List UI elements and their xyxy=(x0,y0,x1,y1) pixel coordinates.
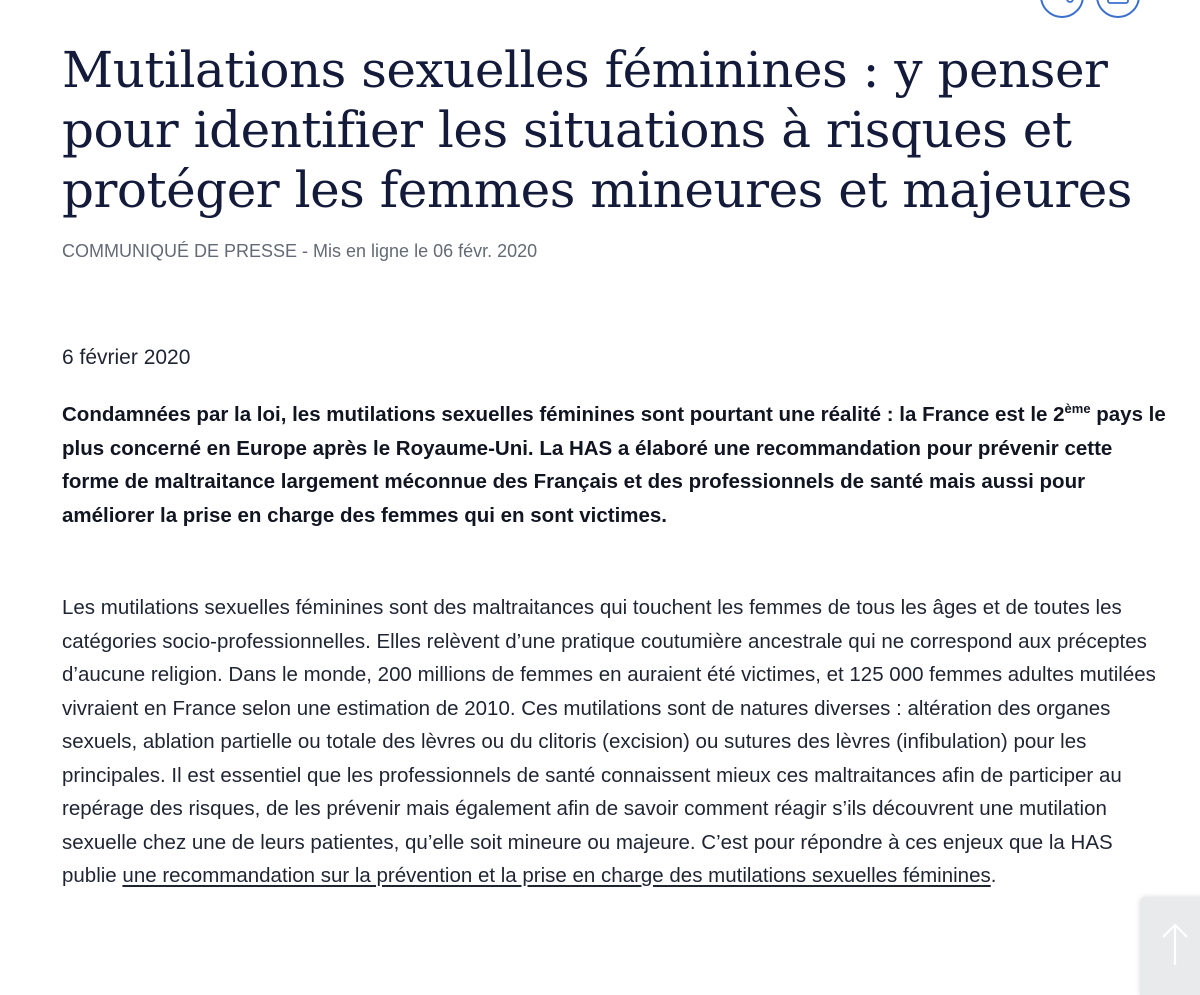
arrow-up-icon xyxy=(1160,921,1190,972)
article-lead xyxy=(62,398,1170,532)
article-body xyxy=(62,591,1170,893)
lead-text-start: Condamnées par la loi, les mutilations sexuelles féminines sont pourtant une réalité : la France est le 2 xyxy=(62,403,1065,426)
article-date: 6 février 2020 xyxy=(62,346,191,369)
recommendation-link[interactable]: une recommandation sur la prévention et la prise en charge des mutilations sexuelles féminines xyxy=(122,864,991,887)
share-icon xyxy=(1050,0,1074,16)
header-actions xyxy=(1040,0,1140,18)
article-meta: COMMUNIQUÉ DE PRESSE - Mis en ligne le 06 févr. 2020 xyxy=(62,241,538,261)
lead-text-end: pays le plus concerné en Europe après le Royaume-Uni. La HAS a élaboré une recommandation pour prévenir cette forme de maltraitance largement méconnue des Français et des professionnels de santé mais aussi pour améliorer la prise en charge des femmes qui en sont victimes. xyxy=(62,403,1166,527)
lead-superscript: ème xyxy=(1064,401,1091,417)
scroll-to-top-button[interactable] xyxy=(1140,897,1200,995)
page-title: Mutilations sexuelles féminines : y penser pour identifier les situations à risques et protéger les femmes mineures et majeures xyxy=(62,41,1132,219)
body-paragraph-text: Les mutilations sexuelles féminines sont des maltraitances qui touchent les femmes de tous les âges et de toutes les catégories socio-professionnelles. Elles relèvent d’une pratique coutumière ancestrale qui ne correspond aux préceptes d’aucune religion. Dans le monde, 200 millions de femmes en auraient été victimes, et 125 000 femmes adultes mutilées vivraient en France selon une estimation de 2010. Ces mutilations sont de natures diverses : altération des organes sexuels, ablation partielle ou totale des lèvres ou du clitoris (excision) ou sutures des lèvres (infibulation) pour les principales. Il est essentiel que les professionnels de santé connaissent mieux ces maltraitances afin de participer au repérage des risques, de les prévenir mais également afin de savoir comment réagir s’ils découvrent une mutilation sexuelle chez une de leurs patientes, qu’elle soit mineure ou majeure. C’est pour répondre à ces enjeux que la HAS publie xyxy=(62,596,1156,887)
body-paragraph-end: . xyxy=(990,864,997,887)
share-button[interactable] xyxy=(1040,0,1084,18)
newsletter-icon xyxy=(1106,0,1130,16)
newsletter-button[interactable] xyxy=(1096,0,1140,18)
